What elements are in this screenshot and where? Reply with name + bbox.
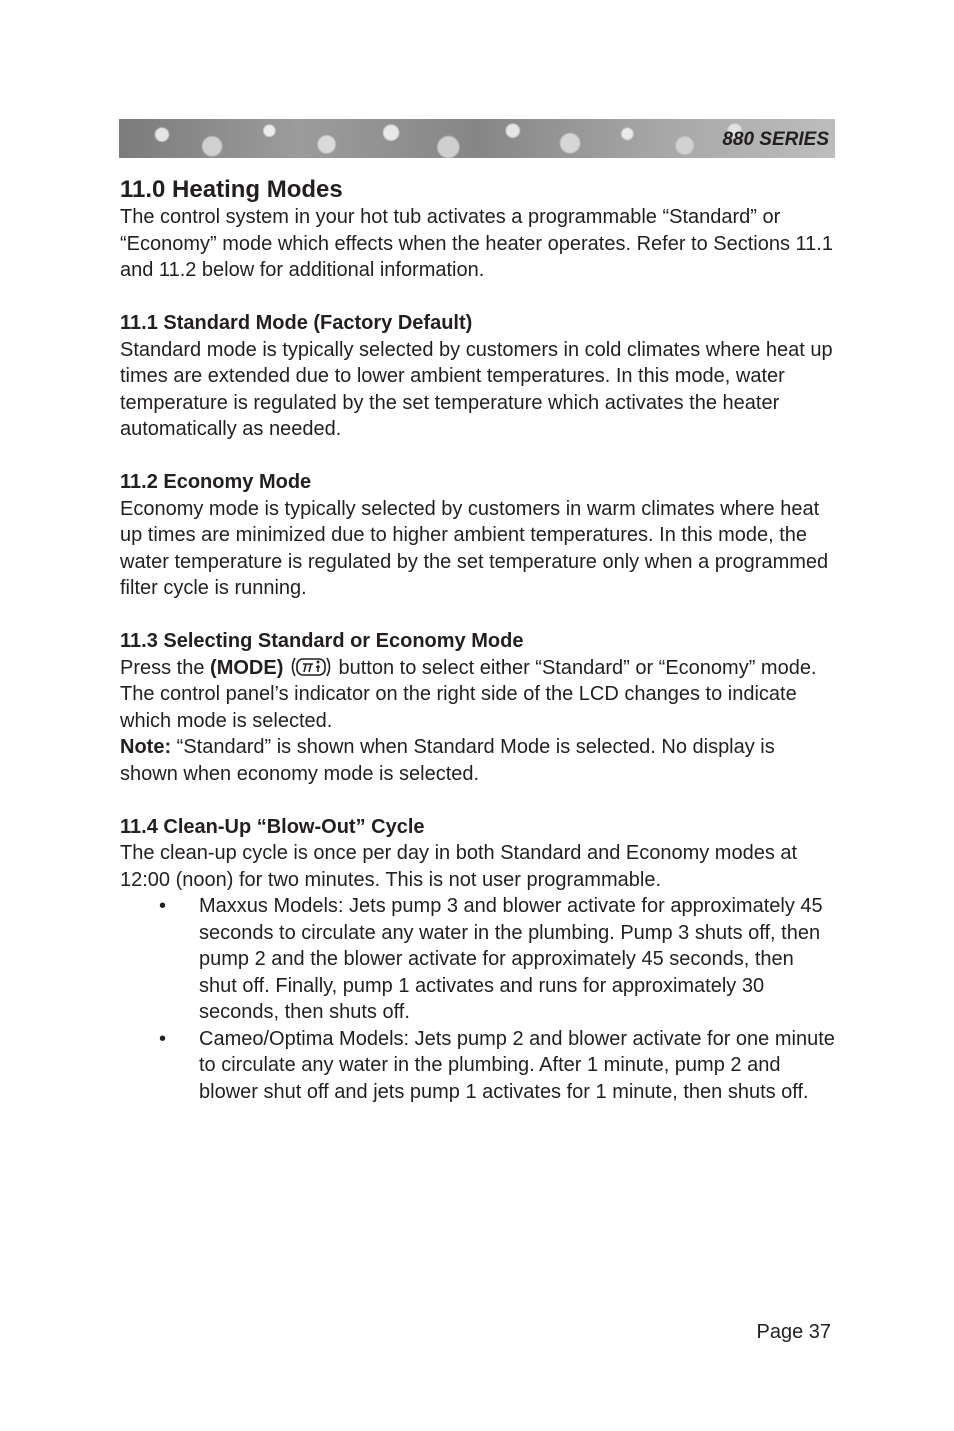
list-item bbox=[120, 893, 836, 1026]
cleanup-list bbox=[120, 893, 836, 1105]
cleanup-text: The clean-up cycle is once per day in both Standard and Economy modes at 12:00 (noon) for two minutes. This is not user programmable. bbox=[120, 842, 798, 891]
mode-button-icon bbox=[289, 656, 333, 678]
list-item-text: Maxxus Models: Jets pump 3 and blower activate for approximately 45 seconds to circulate any water in the plumbing. Pump 3 shuts off, then pump 2 and the blower activate for approximately 45 seconds, then shut off. Finally, pump 1 activates and runs for approximately 30 seconds, then shuts off. bbox=[199, 895, 823, 1023]
mode-label: (MODE) bbox=[210, 656, 284, 679]
bullet: • bbox=[159, 1027, 167, 1050]
section-title: 11.0 Heating Modes bbox=[120, 176, 343, 203]
note-label: Note: bbox=[120, 736, 172, 758]
list-item bbox=[120, 1026, 836, 1106]
standard-mode-text: Standard mode is typically selected by customers in cold climates where heat up times are extended due to lower ambient temperatures. In this mode, water temperature is regulated by the set temperature which activates the heater automatically as needed. bbox=[120, 338, 833, 440]
bullet: • bbox=[159, 895, 167, 917]
series-label: 880 SERIES bbox=[722, 129, 829, 150]
standard-mode-heading: 11.1 Standard Mode (Factory Default) bbox=[120, 312, 473, 334]
cleanup-heading: 11.4 Clean-Up “Blow-Out” Cycle bbox=[120, 815, 425, 838]
page-content bbox=[120, 175, 836, 1105]
note-text: “Standard” is shown when Standard Mode is selected. No display is shown when economy mode is selected. bbox=[120, 736, 775, 785]
after-text: button to select either “Standard” or “Economy” mode. The control panel’s indicator on the right side of the LCD changes to indicate which mode is selected. bbox=[120, 656, 817, 732]
intro-paragraph: The control system in your hot tub activates a programmable “Standard” or “Economy” mode which effects when the heater operates. Refer to Sections 11.1 and 11.2 below for additional information. bbox=[120, 206, 833, 281]
list-item-text: Cameo/Optima Models: Jets pump 2 and blower activate for one minute to circulate any water in the plumbing. After 1 minute, pump 2 and blower shut off and jets pump 1 activates for 1 minute, then shuts off. bbox=[199, 1027, 835, 1103]
selecting-mode-heading: 11.3 Selecting Standard or Economy Mode bbox=[120, 630, 524, 652]
press-text: Press the bbox=[120, 656, 211, 679]
economy-mode-text: Economy mode is typically selected by customers in warm climates where heat up times are minimized due to higher ambient temperatures. In this mode, the water temperature is regulated by the set temperature only when a programmed filter cycle is running. bbox=[120, 497, 829, 599]
header-banner bbox=[119, 119, 835, 158]
selecting-mode-text bbox=[120, 655, 836, 735]
economy-mode-heading: 11.2 Economy Mode bbox=[120, 471, 312, 493]
note-paragraph bbox=[120, 734, 836, 787]
page-number: Page 37 bbox=[756, 1321, 831, 1343]
